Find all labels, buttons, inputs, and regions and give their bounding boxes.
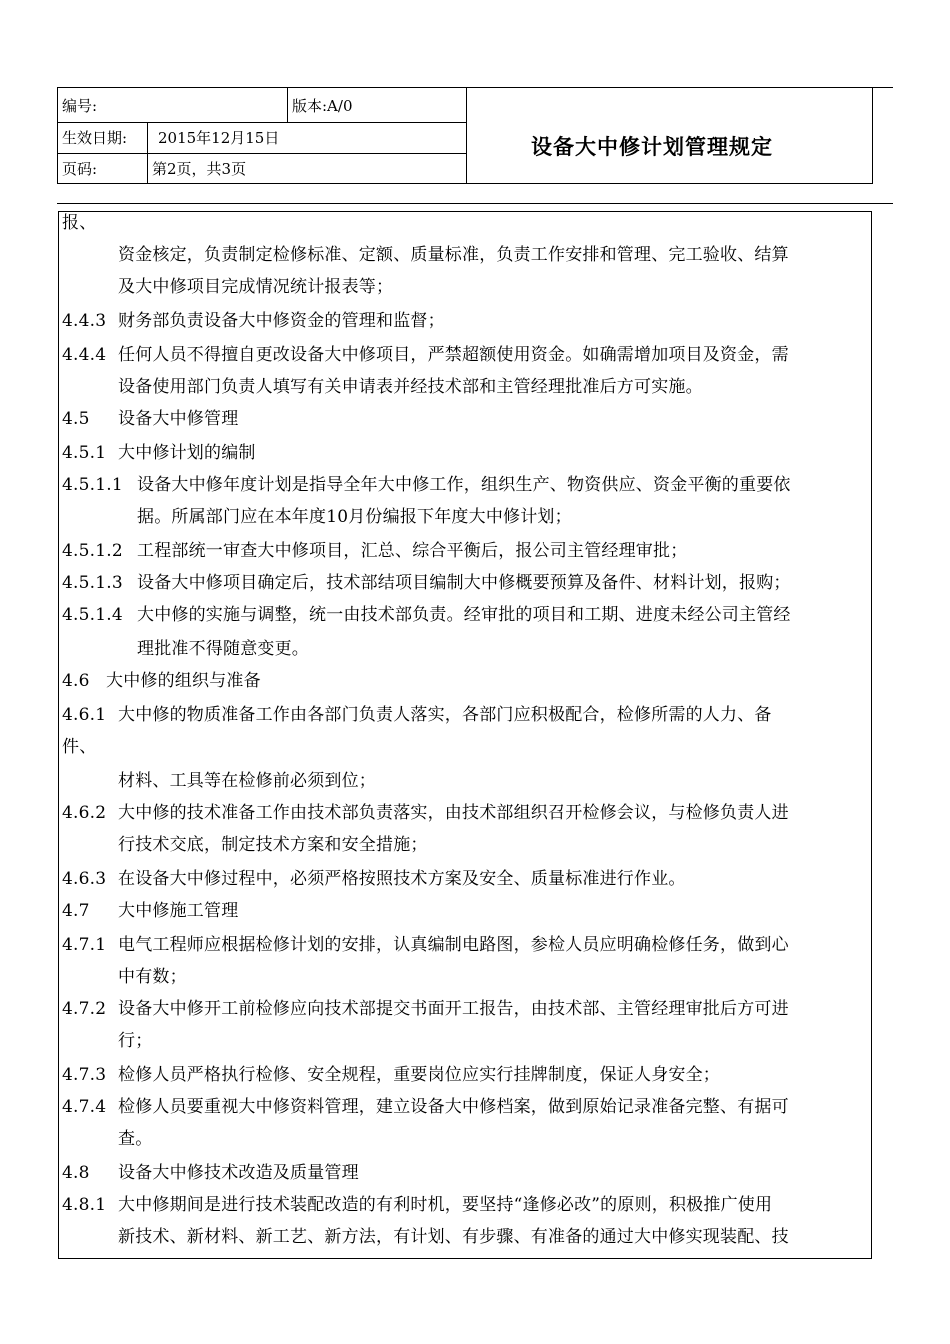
clause-text: 设备大中修年度计划是指导全年大中修工作，组织生产、物资供应、资金平衡的重要依 <box>137 475 791 495</box>
clause-text: 大中修计划的编制 <box>118 443 256 463</box>
header-middle-divider <box>466 87 467 184</box>
clause-text: 大中修的组织与准备 <box>106 671 261 691</box>
clause-text: 检修人员严格执行检修、安全规程，重要岗位应实行挂牌制度，保证人身安全； <box>118 1065 720 1085</box>
effective-date-label: 生效日期: <box>62 129 128 147</box>
clause-text: 电气工程师应根据检修计划的安排，认真编制电路图，参检人员应明确检修任务，做到心 <box>118 935 789 955</box>
clause-number: 4.6.2 <box>62 803 107 823</box>
clause-number: 4.6 <box>62 671 90 691</box>
page-value: 第2页，共3页 <box>152 160 247 178</box>
clause-text: 大中修的实施与调整，统一由技术部负责。经审批的项目和工期、进度未经公司主管经 <box>137 605 791 625</box>
effective-date-value: 2015年12月15日 <box>158 129 280 147</box>
document-title: 设备大中修计划管理规定 <box>531 135 773 159</box>
clause-number: 4.6.1 <box>62 705 107 725</box>
page-label: 页码: <box>62 160 98 178</box>
clause-text: 工程部统一审查大中修项目，汇总、综合平衡后，报公司主管经理审批； <box>137 541 688 561</box>
clause-text: 材料、工具等在检修前必须到位； <box>118 771 376 791</box>
clause-text: 件、 <box>62 737 97 757</box>
clause-number: 4.7.2 <box>62 999 107 1019</box>
clause-number: 4.8 <box>62 1163 90 1183</box>
number-label: 编号: <box>62 97 98 115</box>
clause-number: 4.7.1 <box>62 935 107 955</box>
header-bottom-border <box>57 183 873 184</box>
clause-text: 资金核定，负责制定检修标准、定额、质量标准，负责工作安排和管理、完工验收、结算 <box>118 245 789 265</box>
header-left-border <box>57 87 58 184</box>
clause-number: 4.6.3 <box>62 869 107 889</box>
clause-text: 设备大中修项目确定后，技术部结项目编制大中修概要预算及备件、材料计划，报购； <box>137 573 791 593</box>
clause-number: 4.4.4 <box>62 345 107 365</box>
clause-text: 报、 <box>62 213 97 233</box>
clause-text: 据。所属部门应在本年度10月份编报下年度大中修计划； <box>137 507 572 527</box>
clause-text: 在设备大中修过程中，必须严格按照技术方案及安全、质量标准进行作业。 <box>118 869 686 889</box>
clause-text: 财务部负责设备大中修资金的管理和监督； <box>118 311 445 331</box>
clause-text: 查。 <box>118 1129 153 1149</box>
clause-number: 4.5.1.2 <box>62 541 123 561</box>
clause-number: 4.5.1.4 <box>62 605 123 625</box>
clause-text: 大中修施工管理 <box>118 901 239 921</box>
clause-number: 4.5.1.3 <box>62 573 123 593</box>
clause-text: 大中修的技术准备工作由技术部负责落实，由技术部组织召开检修会议，与检修负责人进 <box>118 803 789 823</box>
header-row-divider-2 <box>57 153 467 154</box>
clause-text: 任何人员不得擅自更改设备大中修项目，严禁超额使用资金。如确需增加项目及资金，需 <box>118 345 789 365</box>
header-row-divider-1 <box>57 122 467 123</box>
clause-number: 4.5.1.1 <box>62 475 123 495</box>
header-right-border <box>872 87 873 184</box>
clause-text: 行技术交底，制定技术方案和安全措施； <box>118 835 428 855</box>
clause-number: 4.5 <box>62 409 90 429</box>
clause-number: 4.7 <box>62 901 90 921</box>
clause-text: 大中修的物质准备工作由各部门负责人落实，各部门应积极配合，检修所需的人力、备 <box>118 705 772 725</box>
version-label: 版本:A/0 <box>292 97 353 115</box>
clause-text: 新技术、新材料、新工艺、新方法，有计划、有步骤、有准备的通过大中修实现装配、技 <box>118 1227 789 1247</box>
clause-number: 4.8.1 <box>62 1195 107 1215</box>
clause-text: 大中修期间是进行技术装配改造的有利时机，要坚持“逢修必改”的原则，积极推广使用 <box>118 1195 773 1215</box>
clause-text: 设备大中修开工前检修应向技术部提交书面开工报告，由技术部、主管经理审批后方可进 <box>118 999 789 1019</box>
clause-number: 4.5.1 <box>62 443 107 463</box>
clause-text: 行； <box>118 1031 153 1051</box>
clause-text: 设备大中修技术改造及质量管理 <box>118 1163 359 1183</box>
clause-number: 4.7.4 <box>62 1097 107 1117</box>
header-top-border <box>57 87 893 88</box>
clause-number: 4.4.3 <box>62 311 107 331</box>
clause-text: 中有数； <box>118 967 187 987</box>
clause-text: 设备大中修管理 <box>118 409 239 429</box>
clause-text: 检修人员要重视大中修资料管理，建立设备大中修档案，做到原始记录准备完整、有据可 <box>118 1097 789 1117</box>
clause-number: 4.7.3 <box>62 1065 107 1085</box>
clause-text: 设备使用部门负责人填写有关申请表并经技术部和主管经理批准后方可实施。 <box>118 377 703 397</box>
body-top-rule <box>57 203 893 204</box>
header-label-divider <box>147 122 148 184</box>
clause-text: 及大中修项目完成情况统计报表等； <box>118 277 394 297</box>
clause-text: 理批准不得随意变更。 <box>137 639 309 659</box>
header-version-divider <box>287 87 288 123</box>
